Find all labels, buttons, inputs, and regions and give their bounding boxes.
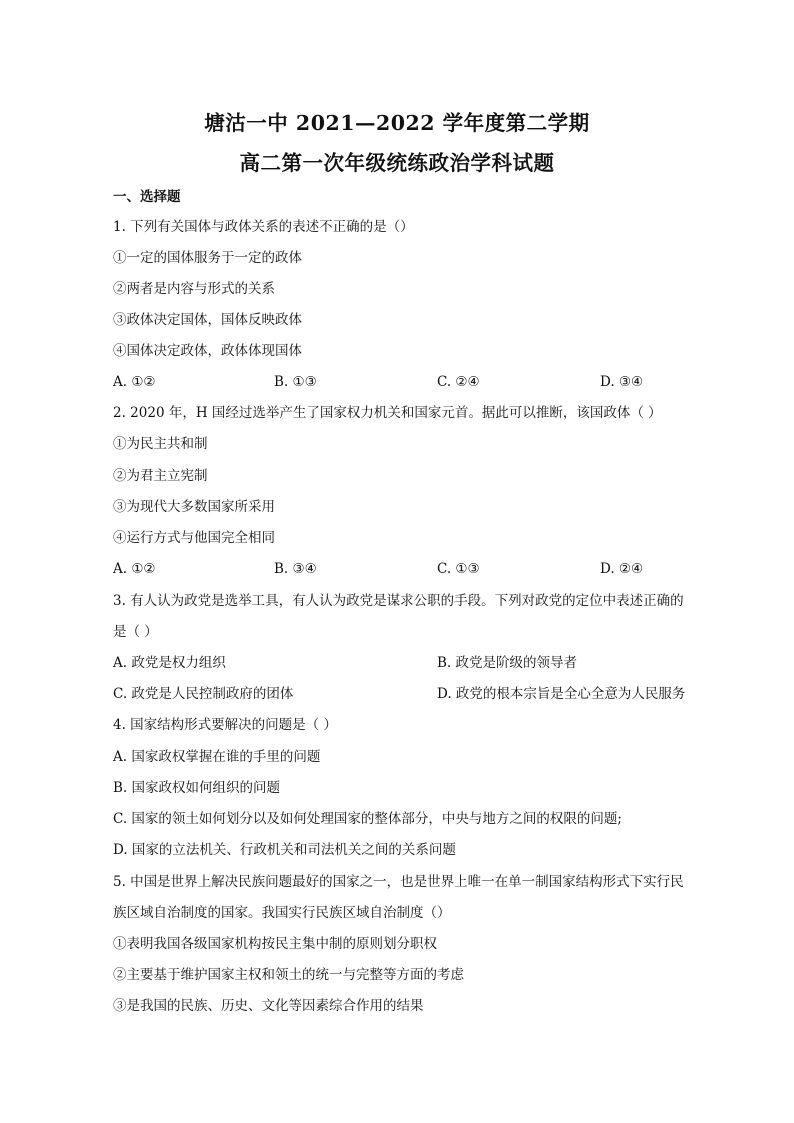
q3-option-d: D. 政党的根本宗旨是全心全意为人民服务	[437, 686, 686, 702]
q2-stem: 2. 2020 年，H 国经过选举产生了国家权力机关和国家元首。据此可以推断，该国政体（ ）	[113, 405, 662, 421]
q5-item-2: ②主要基于维护国家主权和领土的统一与完整等方面的考虑	[113, 967, 464, 983]
q1-option-a: A. ①②	[113, 374, 156, 390]
q4-stem: 4. 国家结构形式要解决的问题是（ ）	[113, 717, 337, 733]
q2-option-d: D. ②④	[600, 561, 644, 577]
q1-option-d: D. ③④	[600, 374, 644, 390]
q2-option-b: B. ③④	[274, 561, 317, 577]
q4-option-d: D. 国家的立法机关、行政机关和司法机关之间的关系问题	[113, 842, 456, 858]
q3-stem-line2: 是（ ）	[113, 624, 158, 640]
q3-option-b: B. 政党是阶级的领导者	[437, 655, 578, 671]
q1-item-4: ④国体决定政体，政体体现国体	[113, 343, 302, 359]
q2-option-c: C. ①③	[437, 561, 480, 577]
q4-option-a: A. 国家政权掌握在谁的手里的问题	[113, 749, 321, 765]
q1-stem: 1. 下列有关国体与政体关系的表述不正确的是（）	[113, 219, 414, 235]
q5-stem-line1: 5. 中国是世界上解决民族问题最好的国家之一，也是世界上唯一在单一制国家结构形式下实行民	[113, 874, 684, 890]
q2-item-2: ②为君主立宪制	[113, 468, 208, 484]
exam-title-line2: 高二第一次年级统练政治学科试题	[239, 151, 555, 175]
q3-option-c: C. 政党是人民控制政府的团体	[113, 686, 294, 702]
q4-option-b: B. 国家政权如何组织的问题	[113, 780, 281, 796]
q2-item-4: ④运行方式与他国完全相同	[113, 530, 275, 546]
q1-item-1: ①一定的国体服务于一定的政体	[113, 250, 302, 266]
q2-item-3: ③为现代大多数国家所采用	[113, 499, 275, 515]
q3-stem-line1: 3. 有人认为政党是选举工具，有人认为政党是谋求公职的手段。下列对政党的定位中表述正确的	[113, 593, 684, 609]
q1-option-c: C. ②④	[437, 374, 480, 390]
q2-item-1: ①为民主共和制	[113, 436, 208, 452]
q1-option-b: B. ①③	[274, 374, 317, 390]
q5-item-1: ①表明我国各级国家机构按民主集中制的原则划分职权	[113, 936, 437, 952]
q1-item-3: ③政体决定国体，国体反映政体	[113, 312, 302, 328]
q2-option-a: A. ①②	[113, 561, 156, 577]
section-heading: 一、选择题	[113, 189, 181, 205]
q4-option-c: C. 国家的领土如何划分以及如何处理国家的整体部分，中央与地方之间的权限的问题;	[113, 811, 622, 827]
exam-title-line1: 塘沽一中 2021—2022 学年度第二学期	[204, 111, 590, 135]
q5-stem-line2: 族区域自治制度的国家。我国实行民族区域自治制度（）	[113, 905, 451, 921]
q1-item-2: ②两者是内容与形式的关系	[113, 281, 275, 297]
q5-item-3: ③是我国的民族、历史、文化等因素综合作用的结果	[113, 998, 424, 1014]
q3-option-a: A. 政党是权力组织	[113, 655, 226, 671]
